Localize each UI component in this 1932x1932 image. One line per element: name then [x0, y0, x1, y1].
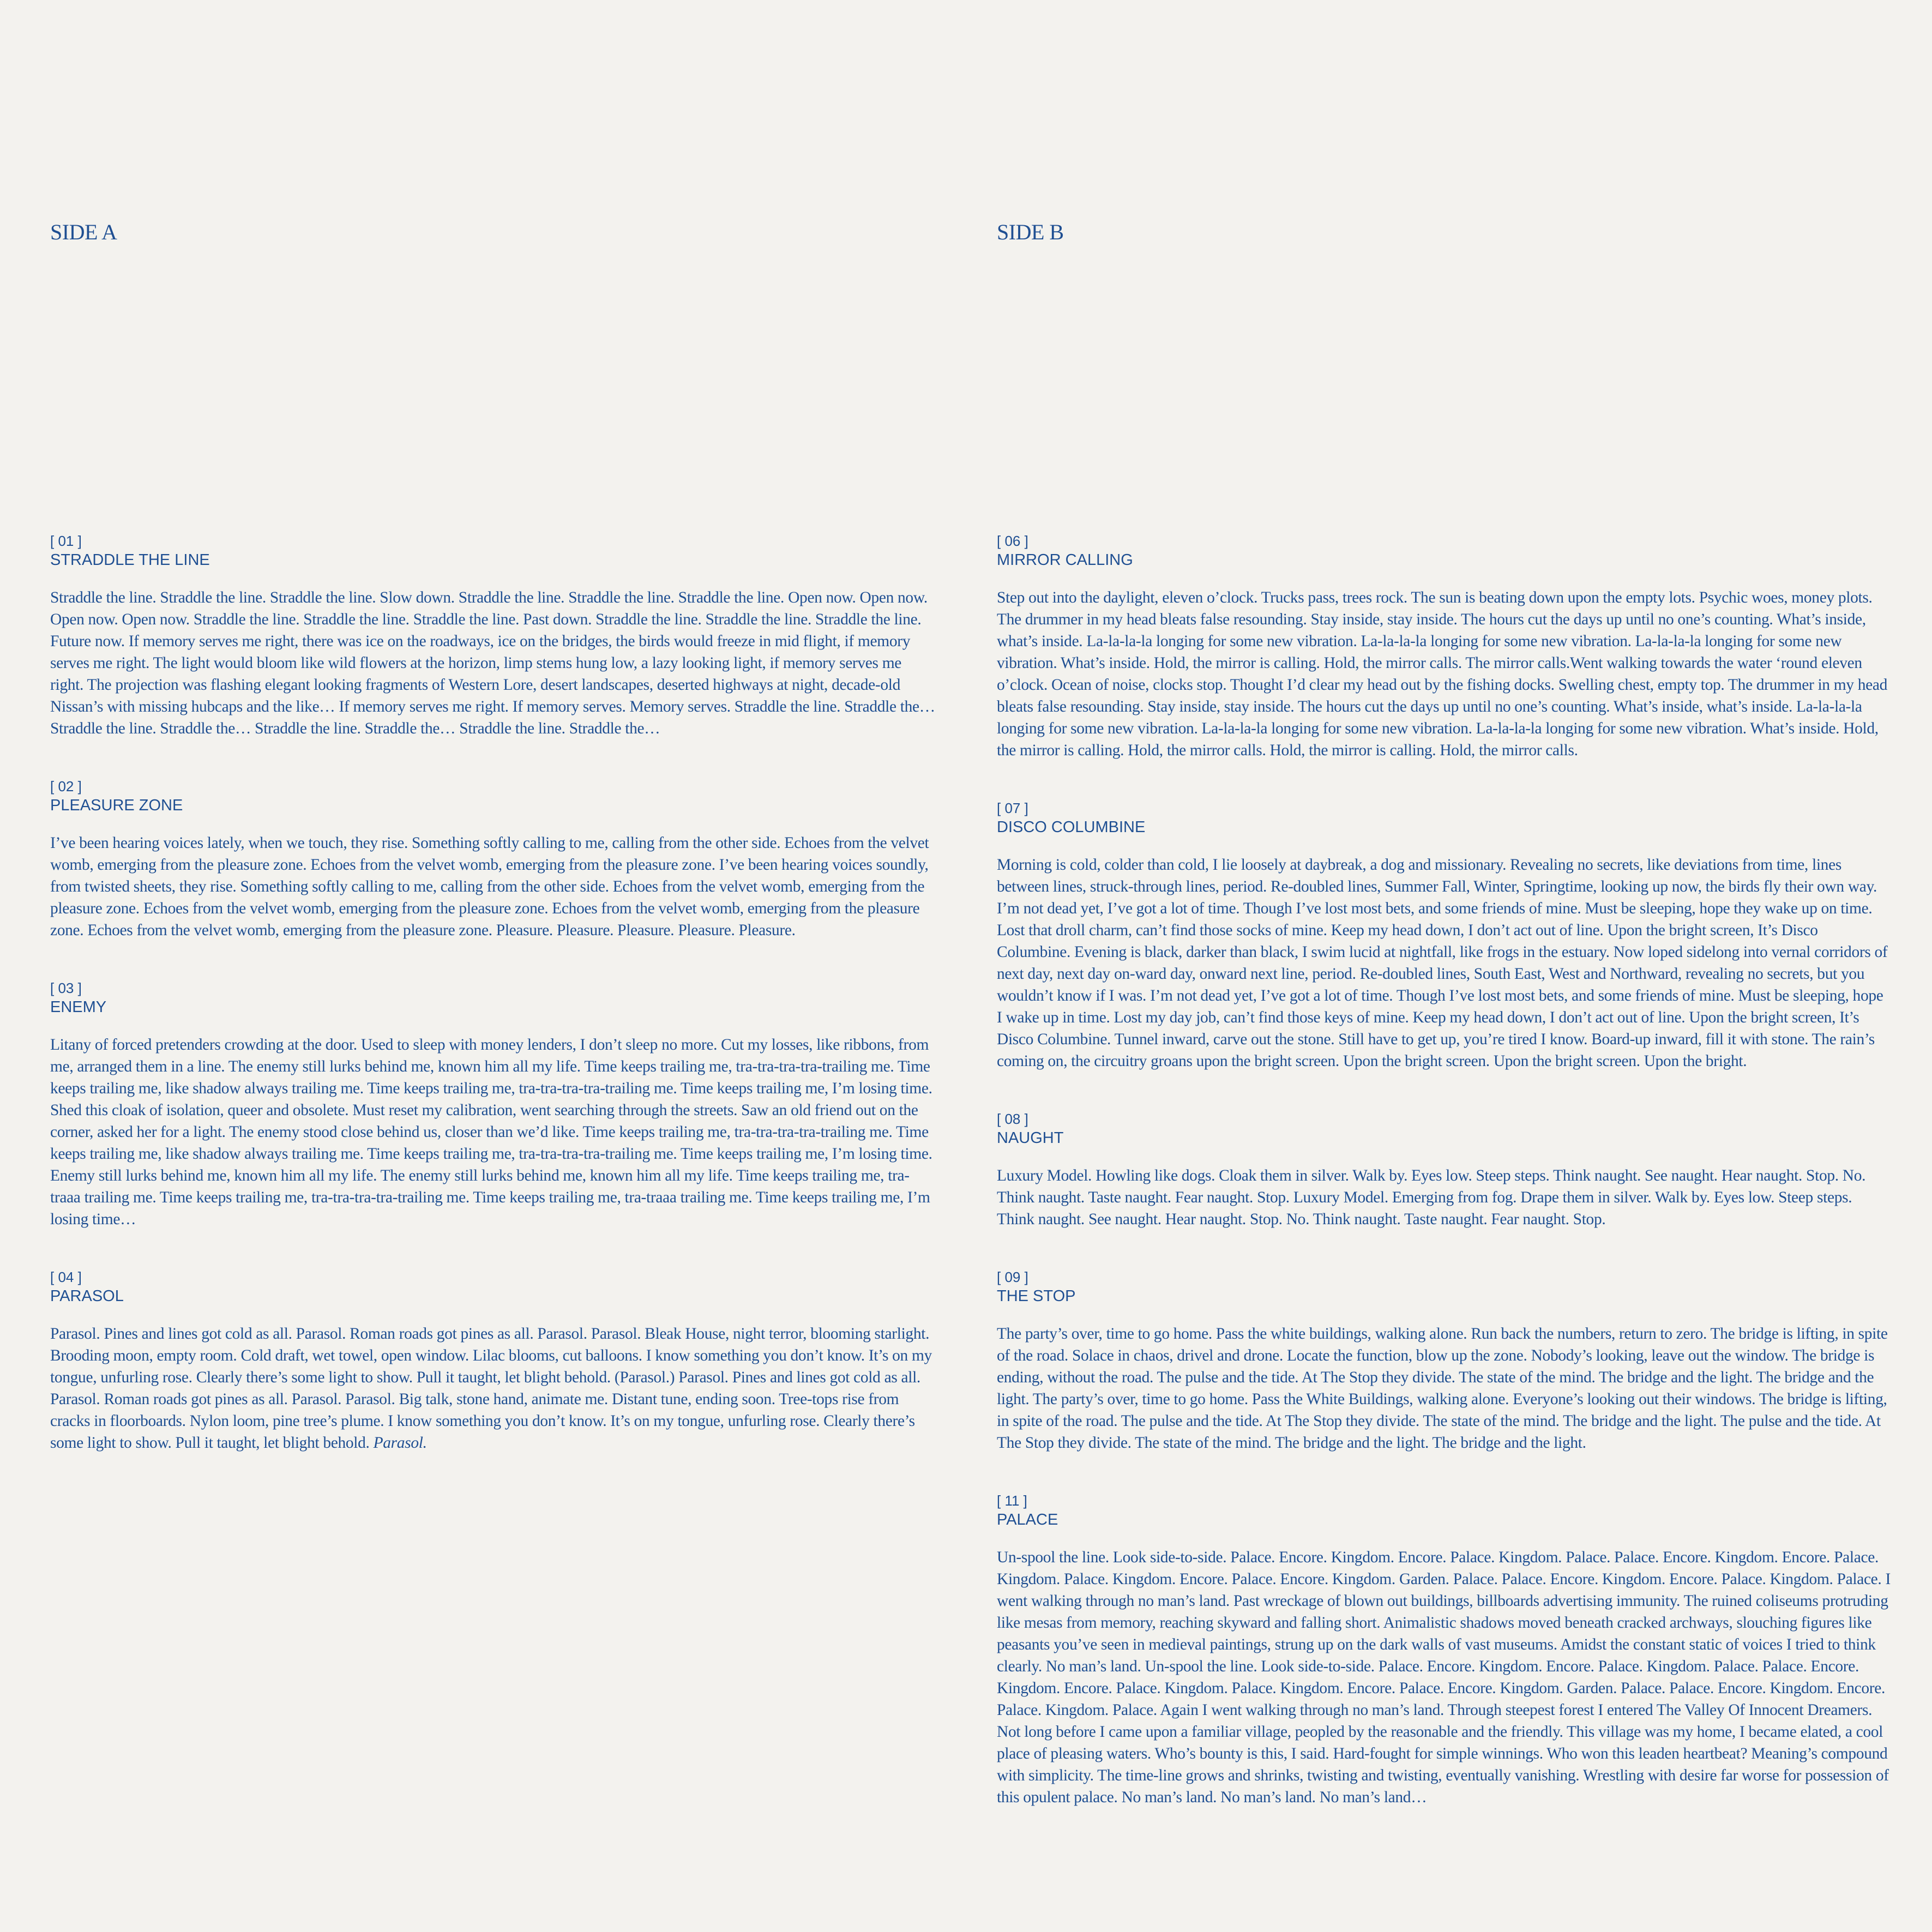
side-b-track-list	[997, 532, 1891, 1846]
track-number: [ 03 ]	[50, 980, 82, 996]
side-b-column	[997, 0, 1891, 1932]
track-02	[50, 778, 936, 941]
track-06	[997, 532, 1891, 761]
track-number: [ 11 ]	[997, 1492, 1027, 1509]
track-number: [ 09 ]	[997, 1269, 1028, 1285]
track-lyrics: Un-spool the line. Look side-to-side. Palace. Encore. Kingdom. Encore. Palace. Kingdom. Palace. Palace. Encore. Kingdom. Encore. Palace. Kingdom. Palace. Kingdom. Encore. Palace. Encore. Kingdom. Garden. Palace. Palace. Encore. Kingdom. Encore. Palace. Kingdom. Palace. I went walking through no man’s land. Past wreckage of blown out buildings, billboards advertising immunity. The ruined coliseums protruding like mesas from memory, reaching skyward and falling short. Animalistic shadows moved beneath cracked archways, slouching figures like peasants you’ve seen in medieval paintings, strung up on the dark walls of vast museums. Amidst the constant static of voices I tried to think clearly. No man’s land. Un-spool the line. Look side-to-side. Palace. Encore. Kingdom. Encore. Palace. Kingdom. Palace. Palace. Encore. Kingdom. Encore. Palace. Kingdom. Palace. Kingdom. Encore. Palace. Encore. Kingdom. Garden. Palace. Palace. Encore. Kingdom. Encore. Palace. Kingdom. Palace. Again I went walking through no man’s land. Through steepest forest I entered The Valley Of Innocent Dreamers. Not long before I came upon a familiar village, peopled by the reasonable and the friendly. This village was my home, I became elated, a cool place of pleasing waters. Who’s bounty is this, I said. Hard-fought for simple winnings. Who won this leaden heartbeat? Meaning’s compound with simplicity. The time-line grows and shrinks, twisting and twisting, eventually vanishing. Wrestling with desire far worse for possession of this opulent palace. No man’s land. No man’s land. No man’s land…	[997, 1549, 1891, 1806]
track-01	[50, 532, 936, 739]
track-title: MIRROR CALLING	[997, 551, 1133, 569]
track-title: STRADDLE THE LINE	[50, 551, 210, 569]
track-11	[997, 1492, 1891, 1808]
side-b-heading: SIDE B	[997, 220, 1064, 244]
track-lyrics-italic-tail: Parasol.	[373, 1434, 427, 1452]
track-lyrics: Morning is cold, colder than cold, I lie loosely at daybreak, a dog and missionary. Revealing no secrets, like deviations from time, lines between lines, struck-through lines, period. Re-doubled lines, Summer Fall, Winter, Springtime, looking up now, the birds fly their own way. I’m not dead yet, I’ve got a lot of time. Though I’ve lost most bets, and some friends of mine. Must be sleeping, hope they wake up on time. Lost that droll charm, can’t find those socks of mine. Keep my head down, I don’t act out of line. Upon the bright screen, It’s Disco Columbine. Evening is black, darker than black, I swim lucid at nightfall, like frogs in the estuary. Now loped sidelong into vernal corridors of next day, next day on-ward day, onward next line, period. Re-doubled lines, South East, West and Northward, revealing no secrets, but you wouldn’t know if I was. I’m not dead yet, I’ve got a lot of time. Though I’ve lost most bets, and some friends of mine. Must be sleeping, hope I wake up in time. Lost my day job, can’t find those keys of mine. Keep my head down, I don’t act out of line. Upon the bright screen, It’s Disco Columbine. Tunnel inward, carve out the stone. Still have to get up, you’re tired I know. Board-up inward, fill it with stone. The rain’s coming on, the circuitry groans upon the bright screen. Upon the bright screen. Upon the bright screen. Upon the bright.	[997, 856, 1888, 1070]
track-title: THE STOP	[997, 1287, 1076, 1305]
track-08	[997, 1110, 1891, 1230]
side-a-column	[50, 0, 936, 1932]
track-number: [ 02 ]	[50, 778, 82, 795]
track-number: [ 01 ]	[50, 533, 82, 549]
track-lyrics-body: Parasol. Pines and lines got cold as all. Parasol. Roman roads got pines as all. Parasol. Parasol. Bleak House, night terror, blooming starlight. Brooding moon, empty room. Cold draft, wet towel, open window. Lilac blooms, cut balloons. I know something you don’t know. It’s on my tongue, unfurling rose. Clearly there’s some light to show. Pull it taught, let blight behold. (Parasol.) Parasol. Pines and lines got cold as all. Parasol. Roman roads got pines as all. Parasol. Parasol. Big talk, stone hand, animate me. Distant tune, ending soon. Tree-tops rise from cracks in floorboards. Nylon loom, pine tree’s plume. I know something you don’t know. It’s on my tongue, unfurling rose. Clearly there’s some light to show. Pull it taught, let blight behold.	[50, 1325, 932, 1452]
track-title: NAUGHT	[997, 1129, 1064, 1147]
track-title: PARASOL	[50, 1287, 124, 1305]
track-lyrics: I’ve been hearing voices lately, when we touch, they rise. Something softly calling to me, calling from the other side. Echoes from the velvet womb, emerging from the pleasure zone. Echoes from the velvet womb, emerging from the pleasure zone. I’ve been hearing voices soundly, from twisted sheets, they rise. Something softly calling to me, calling from the other side. Echoes from the velvet womb, emerging from the pleasure zone. Echoes from the velvet womb, emerging from the pleasure zone. Echoes from the velvet womb, emerging from the pleasure zone. Echoes from the velvet womb, emerging from the pleasure zone. Pleasure. Pleasure. Pleasure. Pleasure. Pleasure.	[50, 834, 929, 939]
side-a-heading: SIDE A	[50, 220, 117, 244]
track-number: [ 07 ]	[997, 800, 1028, 816]
track-lyrics: Straddle the line. Straddle the line. Straddle the line. Slow down. Straddle the line. Straddle the line. Straddle the line. Open now. Open now. Open now. Open now. Straddle the line. Straddle the line. Straddle the line. Past down. Straddle the line. Straddle the line. Straddle the line. Future now. If memory serves me right, there was ice on the roadways, ice on the bridges, the birds would freeze in mid flight, if memory serves me right. The light would bloom like wild flowers at the horizon, limp stems hung low, a lazy looking light, if memory serves me right. The projection was flashing elegant looking fragments of Western Lore, desert landscapes, deserted highways at night, decade-old Nissan’s with missing hubcaps and the like… If memory serves me right. If memory serves. Memory serves. Straddle the line. Straddle the… Straddle the line. Straddle the… Straddle the line. Straddle the… Straddle the line. Straddle the…	[50, 589, 935, 737]
track-title: PALACE	[997, 1511, 1058, 1528]
track-title: ENEMY	[50, 998, 107, 1016]
track-07	[997, 799, 1891, 1072]
track-number: [ 08 ]	[997, 1111, 1028, 1127]
track-lyrics	[50, 1323, 936, 1454]
track-lyrics: The party’s over, time to go home. Pass the white buildings, walking alone. Run back the numbers, return to zero. The bridge is lifting, in spite of the road. Solace in chaos, drivel and drone. Locate the function, blow up the zone. Nobody’s looking, leave out the window. The bridge is ending, without the road. The pulse and the tide. At The Stop they divide. The state of the mind. The bridge and the light. The bridge and the light. The party’s over, time to go home. Pass the White Buildings, walking alone. Everyone’s looking out their windows. The bridge is lifting, in spite of the road. The pulse and the tide. At The Stop they divide. The state of the mind. The bridge and the light. The pulse and the tide. At The Stop they divide. The state of the mind. The bridge and the light. The bridge and the light.	[997, 1325, 1888, 1452]
track-title: DISCO COLUMBINE	[997, 818, 1146, 836]
track-number: [ 04 ]	[50, 1269, 82, 1285]
side-a-track-list	[50, 532, 936, 1492]
track-lyrics: Step out into the daylight, eleven o’clock. Trucks pass, trees rock. The sun is beating down upon the empty lots. Psychic woes, money plots. The drummer in my head bleats false resounding. Stay inside, stay inside. The hours cut the days up until no one’s counting. What’s inside, what’s inside. La-la-la-la longing for some new vibration. La-la-la-la longing for some new vibration. La-la-la-la longing for some new vibration. What’s inside. Hold, the mirror is calling. Hold, the mirror calls. The mirror calls.Went walking towards the water ‘round eleven o’clock. Ocean of noise, clocks stop. Thought I’d clear my head out by the fishing docks. Swelling chest, empty top. The drummer in my head bleats false resounding. Stay inside, stay inside. The hours cut the days up until no one’s counting. What’s inside, what’s inside. La-la-la-la longing for some new vibration. La-la-la-la longing for some new vibration. La-la-la-la longing for some new vibration. What’s inside. Hold, the mirror is calling. Hold, the mirror calls. Hold, the mirror is calling. Hold, the mirror calls.	[997, 589, 1888, 759]
track-09	[997, 1268, 1891, 1454]
track-04	[50, 1268, 936, 1454]
track-lyrics: Luxury Model. Howling like dogs. Cloak them in silver. Walk by. Eyes low. Steep steps. Think naught. See naught. Hear naught. Stop. No. Think naught. Taste naught. Fear naught. Stop. Luxury Model. Emerging from fog. Drape them in silver. Walk by. Eyes low. Steep steps. Think naught. See naught. Hear naught. Stop. No. Think naught. Taste naught. Fear naught. Stop.	[997, 1167, 1866, 1228]
track-title: PLEASURE ZONE	[50, 797, 183, 814]
track-number: [ 06 ]	[997, 533, 1028, 549]
track-lyrics: Litany of forced pretenders crowding at the door. Used to sleep with money lenders, I don’t sleep no more. Cut my losses, like ribbons, from me, arranged them in a line. The enemy still lurks behind me, known him all my life. Time keeps trailing me, tra-tra-tra-tra-trailing me. Time keeps trailing me, like shadow always trailing me. Time keeps trailing me, tra-tra-tra-tra-trailing me. Time keeps trailing me, I’m losing time. Shed this cloak of isolation, queer and obsolete. Must reset my calibration, went searching through the streets. Saw an old friend out on the corner, asked her for a light. The enemy stood close behind us, closer than we’d like. Time keeps trailing me, tra-tra-tra-tra-trailing me. Time keeps trailing me, like shadow always trailing me. Time keeps trailing me, tra-tra-tra-tra-trailing me. Time keeps trailing me, I’m losing time. Enemy still lurks behind me, known him all my life. The enemy still lurks behind me, known him all my life. Time keeps trailing me, tra-traaa trailing me. Time keeps trailing me, tra-tra-tra-tra-trailing me. Time keeps trailing me, tra-traaa trailing me. Time keeps trailing me, I’m losing time…	[50, 1036, 932, 1228]
track-03	[50, 979, 936, 1230]
